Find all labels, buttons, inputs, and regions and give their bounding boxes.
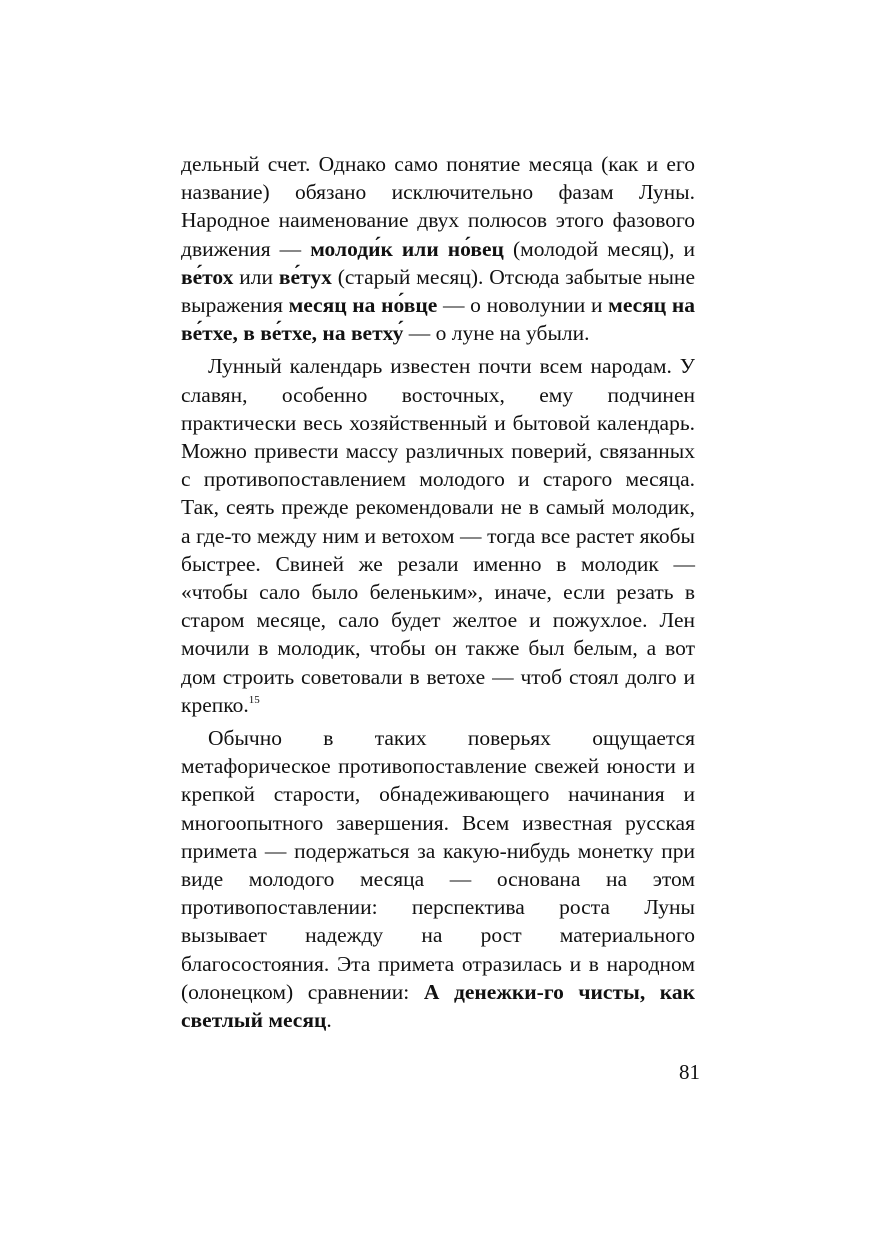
text-run: Обычно в таких поверьях ощущается метафорическое противопоставление свежей юности и крепкой старости, обнадеживающего начинания и многоопытного завершения. Всем известная русская примета — подержаться за какую-нибудь монетку при виде молодого месяца — основана на этом противопоставлении: перспектива роста Луны вызывает надежду на рост материального благосостояния. Эта примета отразилась и в народном (олонецком) сравнении: bbox=[181, 726, 695, 1004]
text-run: Лунный календарь известен почти всем народам. У славян, особенно восточных, ему подчинен практически весь хозяйственный и бытовой календарь. Можно привести массу различных поверий, связанных с противопоставлением молодого и старого месяца. Так, сеять прежде рекомендовали не в самый молодик, а где-то между ним и ветохом — тогда все растет якобы быстрее. Свиней же резали именно в молодик — «чтобы сало было беленьким», иначе, если резать в старом месяце, сало будет желтое и пожухлое. Лен мочили в молодик, чтобы он также был белым, а вот дом строить советовали в ветохе — чтоб стоял долго и крепко. bbox=[181, 354, 695, 717]
term-bold: месяц на ве́тхе, в ве́тхе, на ветху́ bbox=[181, 293, 696, 346]
paragraph-2 bbox=[181, 352, 695, 719]
text-run: (молодой месяц), и bbox=[503, 236, 695, 261]
text-run: (старый месяц). Отсюда забытые ныне выражения bbox=[181, 264, 695, 318]
quote-bold: А денежки-го чисты, как светлый месяц bbox=[181, 979, 695, 1033]
term-bold: молоди́к или но́вец bbox=[310, 236, 504, 261]
term-bold: ве́тох bbox=[181, 264, 234, 289]
body-text bbox=[181, 150, 695, 1034]
paragraph-1 bbox=[181, 150, 695, 347]
footnote-ref: 15 bbox=[248, 693, 260, 706]
page-number: 81 bbox=[679, 1060, 700, 1084]
text-run: — о луне на убыли. bbox=[403, 321, 590, 346]
term-bold: месяц на но́вце bbox=[288, 293, 438, 318]
paragraph-3 bbox=[181, 724, 695, 1034]
text-run: или bbox=[233, 264, 279, 289]
text-run: . bbox=[326, 1008, 332, 1033]
text-run: дельный счет. Однако само понятие месяца (как и его название) обязано исключительно фазам Луны. Народное наименование двух полюсов этого фазового движения — bbox=[181, 152, 695, 261]
text-run: — о новолунии и bbox=[437, 293, 609, 318]
term-bold: ве́тух bbox=[278, 264, 332, 289]
